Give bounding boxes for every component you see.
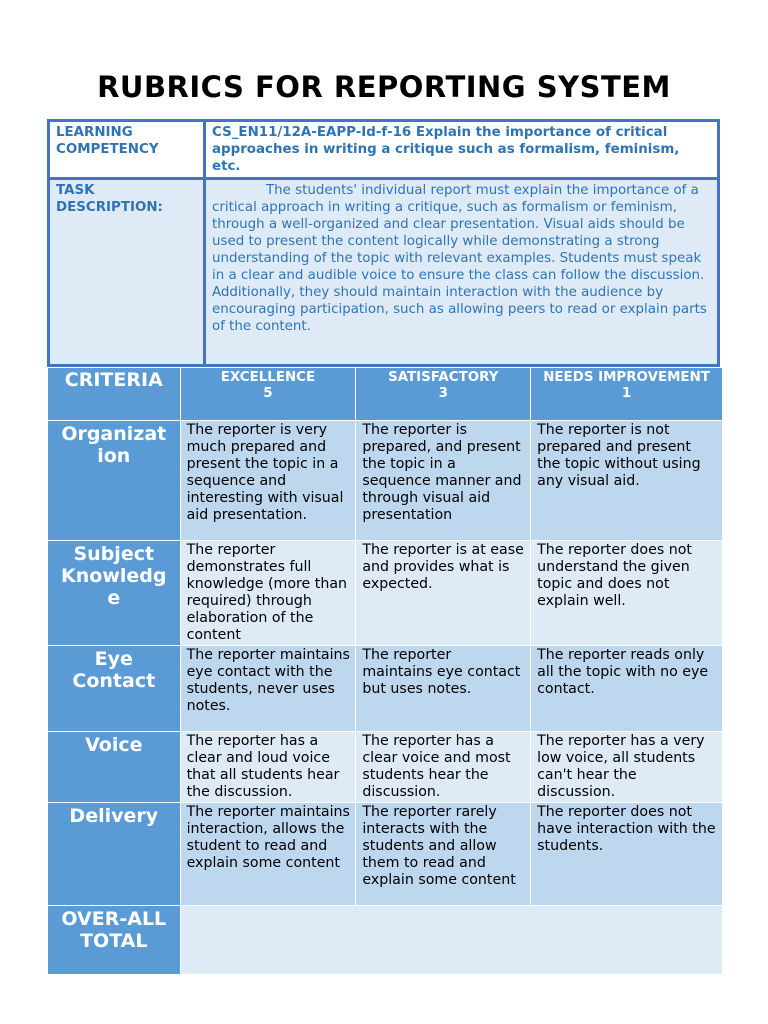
overall-total-value — [180, 906, 722, 975]
eye-contact-satisfactory: The reporter maintains eye contact but uses notes. — [356, 646, 531, 732]
criteria-header: CRITERIA — [48, 368, 181, 421]
voice-satisfactory: The reporter has a clear voice and most students hear the discussion. — [356, 732, 531, 803]
excellence-label: EXCELLENCE — [220, 370, 316, 385]
table-row — [48, 646, 723, 732]
table-row — [48, 541, 723, 646]
criterion-voice: Voice — [48, 732, 181, 803]
task-label: TASK DESCRIPTION: — [49, 179, 205, 366]
table-row — [48, 732, 723, 803]
task-description — [205, 179, 719, 366]
excellence-score: 5 — [263, 386, 273, 401]
needs-improvement-label: NEEDS IMPROVEMENT — [543, 370, 710, 385]
page-title: RUBRICS FOR REPORTING SYSTEM — [97, 70, 671, 104]
organization-satisfactory: The reporter is prepared, and present the topic in a sequence manner and through visual aid presentation — [356, 421, 531, 541]
subject-knowledge-excellence: The reporter demonstrates full knowledge (more than required) through elaboration of the content — [180, 541, 356, 646]
task-description-text: The students' individual report must explain the importance of a critical approach in writing a critique, such as formalism or feminism, through a well-organized and clear presentation. Visual aids should be used to present the content logically while demonstrating a strong understanding of the topic with relevant examples. Students must speak in a clear and audible voice to ensure the class can follow the discussion. Additionally, they should maintain interaction with the audience by encouraging participation, such as allowing peers to read or explain parts of the content. — [212, 183, 707, 334]
needs-improvement-header — [531, 368, 723, 421]
total-row — [48, 906, 723, 975]
competency-info-table — [47, 119, 720, 367]
delivery-needs-improvement: The reporter does not have interaction with the students. — [531, 803, 723, 906]
eye-contact-excellence: The reporter maintains eye contact with the students, never uses notes. — [180, 646, 356, 732]
satisfactory-label: SATISFACTORY — [388, 370, 499, 385]
overall-total-label: OVER-ALL TOTAL — [48, 906, 181, 975]
organization-excellence: The reporter is very much prepared and present the topic in a sequence and interesting with visual aid presentation. — [180, 421, 356, 541]
delivery-satisfactory: The reporter rarely interacts with the students and allow them to read and explain some content — [356, 803, 531, 906]
organization-needs-improvement: The reporter is not prepared and present the topic without using any visual aid. — [531, 421, 723, 541]
criterion-organization: Organizat ion — [48, 421, 181, 541]
eye-contact-needs-improvement: The reporter reads only all the topic with no eye contact. — [531, 646, 723, 732]
satisfactory-score: 3 — [438, 386, 448, 401]
rubric-header-row — [48, 368, 723, 421]
voice-needs-improvement: The reporter has a very low voice, all students can't hear the discussion. — [531, 732, 723, 803]
competency-row — [49, 121, 719, 179]
competency-value: CS_EN11/12A-EAPP-Id-f-16 Explain the importance of critical approaches in writing a critique such as formalism, feminism, etc. — [205, 121, 719, 179]
criterion-eye-contact: Eye Contact — [48, 646, 181, 732]
rubric-table — [47, 367, 723, 975]
voice-excellence: The reporter has a clear and loud voice that all students hear the discussion. — [180, 732, 356, 803]
subject-knowledge-satisfactory: The reporter is at ease and provides what is expected. — [356, 541, 531, 646]
excellence-header — [180, 368, 356, 421]
delivery-excellence: The reporter maintains interaction, allows the student to read and explain some content — [180, 803, 356, 906]
task-row — [49, 179, 719, 366]
subject-knowledge-needs-improvement: The reporter does not understand the given topic and does not explain well. — [531, 541, 723, 646]
needs-improvement-score: 1 — [621, 386, 632, 401]
satisfactory-header — [356, 368, 531, 421]
competency-label: LEARNING COMPETENCY — [49, 121, 205, 179]
criterion-delivery: Delivery — [48, 803, 181, 906]
table-row — [48, 803, 723, 906]
table-row — [48, 421, 723, 541]
criterion-subject-knowledge: Subject Knowledg e — [48, 541, 181, 646]
